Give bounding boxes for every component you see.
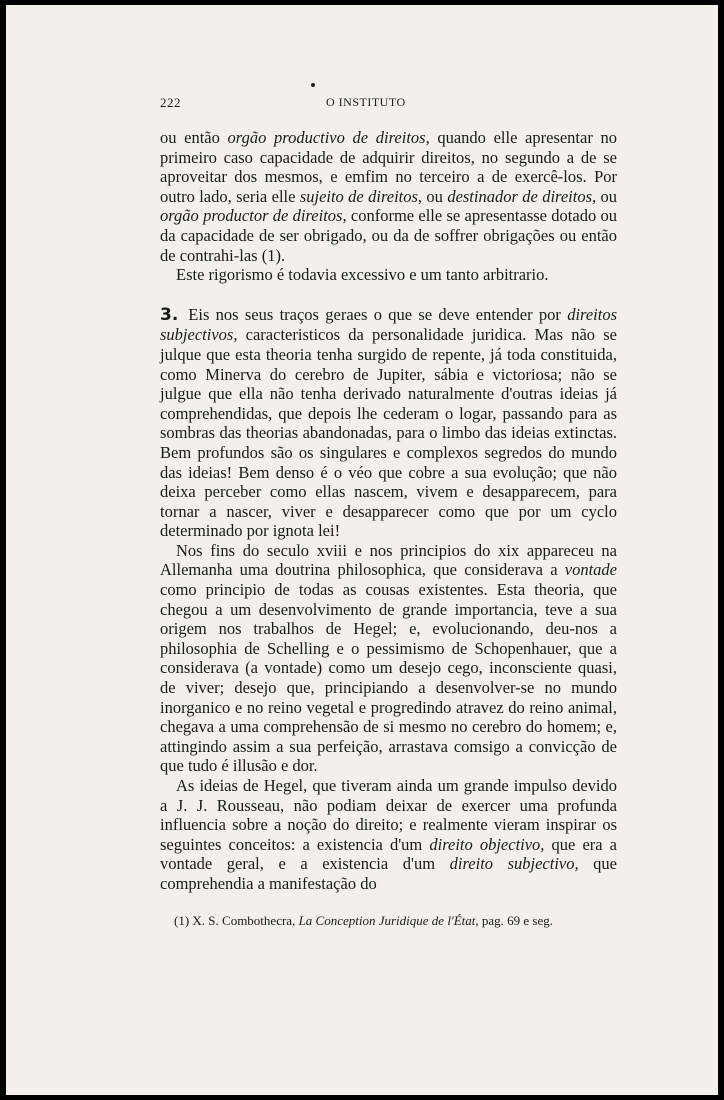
- italic-text: orgão productivo de direitos,: [227, 128, 430, 147]
- text-run: As ideias de Hegel, que tiveram ainda um grande impulso devido a J. J. Rousseau, não podiam deixar de exercer uma profunda influencia sobre a noção do direito; e realmente vieram inspirar os seguintes conceitos: a existencia d'um: [160, 776, 617, 854]
- book-page: [6, 5, 718, 1095]
- italic-text: destinador de direitos,: [447, 186, 597, 206]
- text-run: caracteristicos da personalidade juridica. Mas não se julque que esta theoria tenha surgido de repente, já toda constituida, como Minerva do cerebro de Jupiter, sábia e victoriosa; não se julgue que ella não tenha derivado naturalmente d'outras ideias já comprehendidas, que depois lhe cederam o logar, passando para as sombras das theorias abandonadas, para o limbo das ideias extinctas. Bem profundos são os singulares e complexos segredos do mundo das ideias! Bem denso é o véo que cobre a sua evolução; que não deixa perceber como ellas nascem, vivem e desapparecem, para tornar a nascer, viver e desapparecer como que por um cyclo determinado por ignota lei!: [160, 325, 617, 541]
- text-run: Este rigorismo é todavia excessivo e um tanto arbitrario.: [176, 265, 549, 285]
- paragraph: [160, 265, 617, 285]
- text-run: ou então: [160, 128, 228, 147]
- italic-text: orgão productor de direitos,: [160, 206, 347, 226]
- page-number: 222: [160, 95, 181, 110]
- text-run: como principio de todas as cousas existentes. Esta theoria, que chegou a um desenvolvimento de grande importancia, teve a sua origem nos trabalhos de Hegel; e, evolucionando, deu-nos a philosophia de Schelling e o pessimismo de Schopenhauer, que a considerava (a vontade) como um desejo cego, inconsciente quasi, de viver; desejo que, principiando a desenvolver-se no mundo inorganico e no reino vegetal e progredindo atravez do reino animal, chegava a uma comprehensão de si mesmo no cerebro do homem; e, attingindo assim a sua perfeição, arrastava comsigo a convicção de que tudo é illusão e dor.: [160, 580, 617, 776]
- section-number: 3.: [160, 304, 179, 325]
- text-run: ou: [596, 186, 618, 206]
- italic-text: direito subjectivo,: [449, 854, 579, 874]
- running-header: [160, 95, 580, 115]
- text-run: Nos fins do seculo xviii e nos principios do xix appareceu na Allemanha uma doutrina philosophica, que considerava a: [160, 540, 617, 580]
- text-run: Eis nos seus traços geraes o que se deve entender por: [188, 304, 568, 324]
- italic-text: direito objectivo,: [429, 834, 545, 854]
- text-run: que era a vontade geral, e a existencia d'um: [160, 834, 617, 874]
- text-run: conforme elle se apresentasse dotado ou da capacidade de ser obrigado, ou da de soffrer obrigações ou então de contrahi-las (1).: [160, 206, 618, 265]
- paragraph: [160, 541, 617, 776]
- italic-text: vontade: [564, 560, 617, 580]
- body-text: [160, 128, 617, 894]
- ink-speck: [311, 83, 315, 87]
- text-run: (1) X. S. Combothecra,: [174, 913, 299, 928]
- footnote: [160, 913, 617, 929]
- paragraph: [160, 776, 617, 894]
- paragraph: [160, 128, 617, 265]
- text-run: quando elle apresentar no primeiro caso capacidade de adquirir direitos, no segundo a de se aproveitar dos mesmos, e emfim no terceiro a de exercê-los. Por outro lado, seria elle: [160, 128, 617, 206]
- italic-text: La Conception Juridique de l'État,: [298, 913, 479, 928]
- italic-text: sujeito de direitos,: [299, 186, 423, 206]
- text-run: que comprehendia a manifestação do: [160, 854, 617, 893]
- italic-text: direitos subjectivos,: [160, 304, 617, 345]
- text-run: ou: [422, 186, 448, 206]
- text-run: pag. 69 e seg.: [478, 913, 554, 928]
- paragraph: [160, 305, 617, 541]
- running-title: O INSTITUTO: [326, 95, 406, 109]
